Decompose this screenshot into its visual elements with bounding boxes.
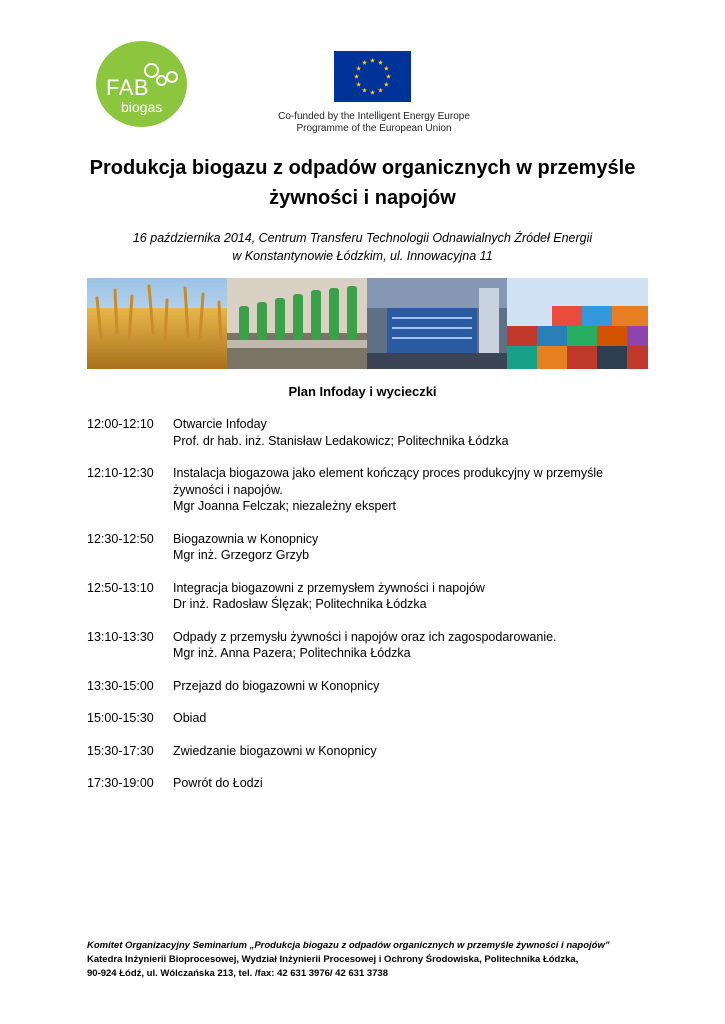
- agenda-time: 12:00-12:10: [87, 417, 154, 431]
- logo-bubble: [166, 71, 178, 83]
- agenda-line: Powrót do Łodzi: [173, 776, 263, 790]
- agenda-item: [87, 580, 647, 613]
- eu-star-icon: [362, 88, 367, 93]
- agenda-description: [173, 629, 647, 662]
- agenda-description: [173, 531, 647, 564]
- agenda-description: [173, 710, 647, 727]
- title-line-2: żywności i napojów: [269, 187, 456, 209]
- agenda-description: [173, 743, 647, 760]
- logo-biogas-text: biogas: [121, 99, 163, 115]
- agenda-item: [87, 775, 647, 792]
- cofund-line-1: Co-funded by the Intelligent Energy Europe: [278, 111, 470, 122]
- eu-stars-icon: [334, 51, 411, 102]
- bottles-photo: [227, 278, 367, 369]
- agenda-line: Przejazd do biogazowni w Konopnicy: [173, 678, 380, 693]
- agenda-list: [87, 416, 647, 808]
- plan-heading: Plan Infoday i wycieczki: [288, 384, 437, 399]
- agenda-item: [87, 416, 647, 449]
- eu-star-icon: [362, 60, 367, 65]
- agenda-description: [173, 465, 647, 515]
- cofund-line-2: Programme of the European Union: [296, 123, 452, 134]
- event-date-place: 16 października 2014, Centrum Transferu Technologii Odnawialnych Źródeł Energii: [132, 231, 593, 245]
- wheat-photo: [87, 278, 227, 369]
- agenda-description: [173, 678, 647, 695]
- agenda-item: [87, 743, 647, 760]
- agenda-line: Dr inż. Radosław Ślęzak; Politechnika Łódzka: [173, 597, 427, 611]
- agenda-description: [173, 416, 647, 449]
- agenda-time: 13:10-13:30: [87, 629, 154, 644]
- eu-star-icon: [356, 82, 361, 87]
- agenda-description: [173, 775, 647, 792]
- agenda-time: 12:50-13:10: [87, 580, 154, 595]
- agenda-time: 17:30-19:00: [87, 776, 154, 790]
- agenda-line: Obiad: [173, 711, 207, 725]
- eu-star-icon: [356, 66, 361, 71]
- title-line-1: Produkcja biogazu z odpadów organicznych w przemyśle: [89, 157, 636, 179]
- agenda-line: Mgr Joanna Felczak; niezależny ekspert: [173, 499, 397, 513]
- agenda-item: [87, 678, 647, 695]
- agenda-item: [87, 629, 647, 662]
- agenda-description: [173, 580, 647, 613]
- agenda-line: Integracja biogazowni z przemysłem żywności i napojów: [173, 580, 485, 595]
- footer-committee: Komitet Organizacyjny Seminarium „Produkcja biogazu z odpadów organicznych w przemyśle żywności i napojów”: [87, 940, 610, 951]
- footer-address: 90-924 Łódź, ul. Wólczańska 213, tel. /fax: 42 631 3976/ 42 631 3738: [87, 968, 389, 979]
- agenda-line: Mgr inż. Grzegorz Grzyb: [173, 548, 310, 562]
- eu-star-icon: [354, 74, 359, 79]
- eu-star-icon: [378, 60, 383, 65]
- agenda-line: Zwiedzanie biogazowni w Konopnicy: [173, 743, 377, 758]
- agenda-line: Instalacja biogazowa jako element kończący proces produkcyjny w przemyśle: [173, 466, 604, 480]
- footer-department: Katedra Inżynierii Bioprocesowej, Wydział Inżynierii Procesowej i Ochrony Środowiska, Politechnika Łódzka,: [87, 954, 579, 965]
- agenda-time: 13:30-15:00: [87, 678, 154, 693]
- agenda-line: Otwarcie Infoday: [173, 417, 267, 431]
- agenda-line: Odpady z przemysłu żywności i napojów oraz ich zagospodarowanie.: [173, 629, 557, 644]
- agenda-line: Mgr inż. Anna Pazera; Politechnika Łódzka: [173, 646, 411, 660]
- eu-star-icon: [370, 90, 375, 95]
- containers-photo: [507, 278, 648, 369]
- eu-star-icon: [370, 58, 375, 63]
- photo-strip: [87, 278, 648, 369]
- event-address: w Konstantynowie Łódzkim, ul. Innowacyjna 11: [232, 249, 493, 263]
- footer: [87, 939, 647, 981]
- agenda-item: [87, 710, 647, 727]
- agenda-line: Biogazownia w Konopnicy: [173, 531, 319, 546]
- logo-fab-text: FAB: [106, 75, 150, 100]
- agenda-time: 12:10-12:30: [87, 466, 154, 480]
- agenda-time: 15:00-15:30: [87, 711, 154, 725]
- agenda-item: [87, 531, 647, 564]
- eu-star-icon: [378, 88, 383, 93]
- agenda-line: żywności i napojów.: [173, 482, 283, 497]
- agenda-time: 12:30-12:50: [87, 531, 154, 546]
- agenda-item: [87, 465, 647, 515]
- page-title: [60, 153, 665, 213]
- machinery-photo: [367, 278, 507, 369]
- eu-flag-icon: [334, 51, 411, 102]
- eu-star-icon: [384, 66, 389, 71]
- agenda-line: Prof. dr hab. inż. Stanisław Ledakowicz; Politechnika Łódzka: [173, 433, 509, 448]
- eu-star-icon: [384, 82, 389, 87]
- fab-biogas-logo: [96, 41, 187, 127]
- event-details: [60, 229, 665, 265]
- eu-cofunding-text: [276, 111, 472, 135]
- eu-star-icon: [386, 74, 391, 79]
- agenda-time: 15:30-17:30: [87, 743, 154, 758]
